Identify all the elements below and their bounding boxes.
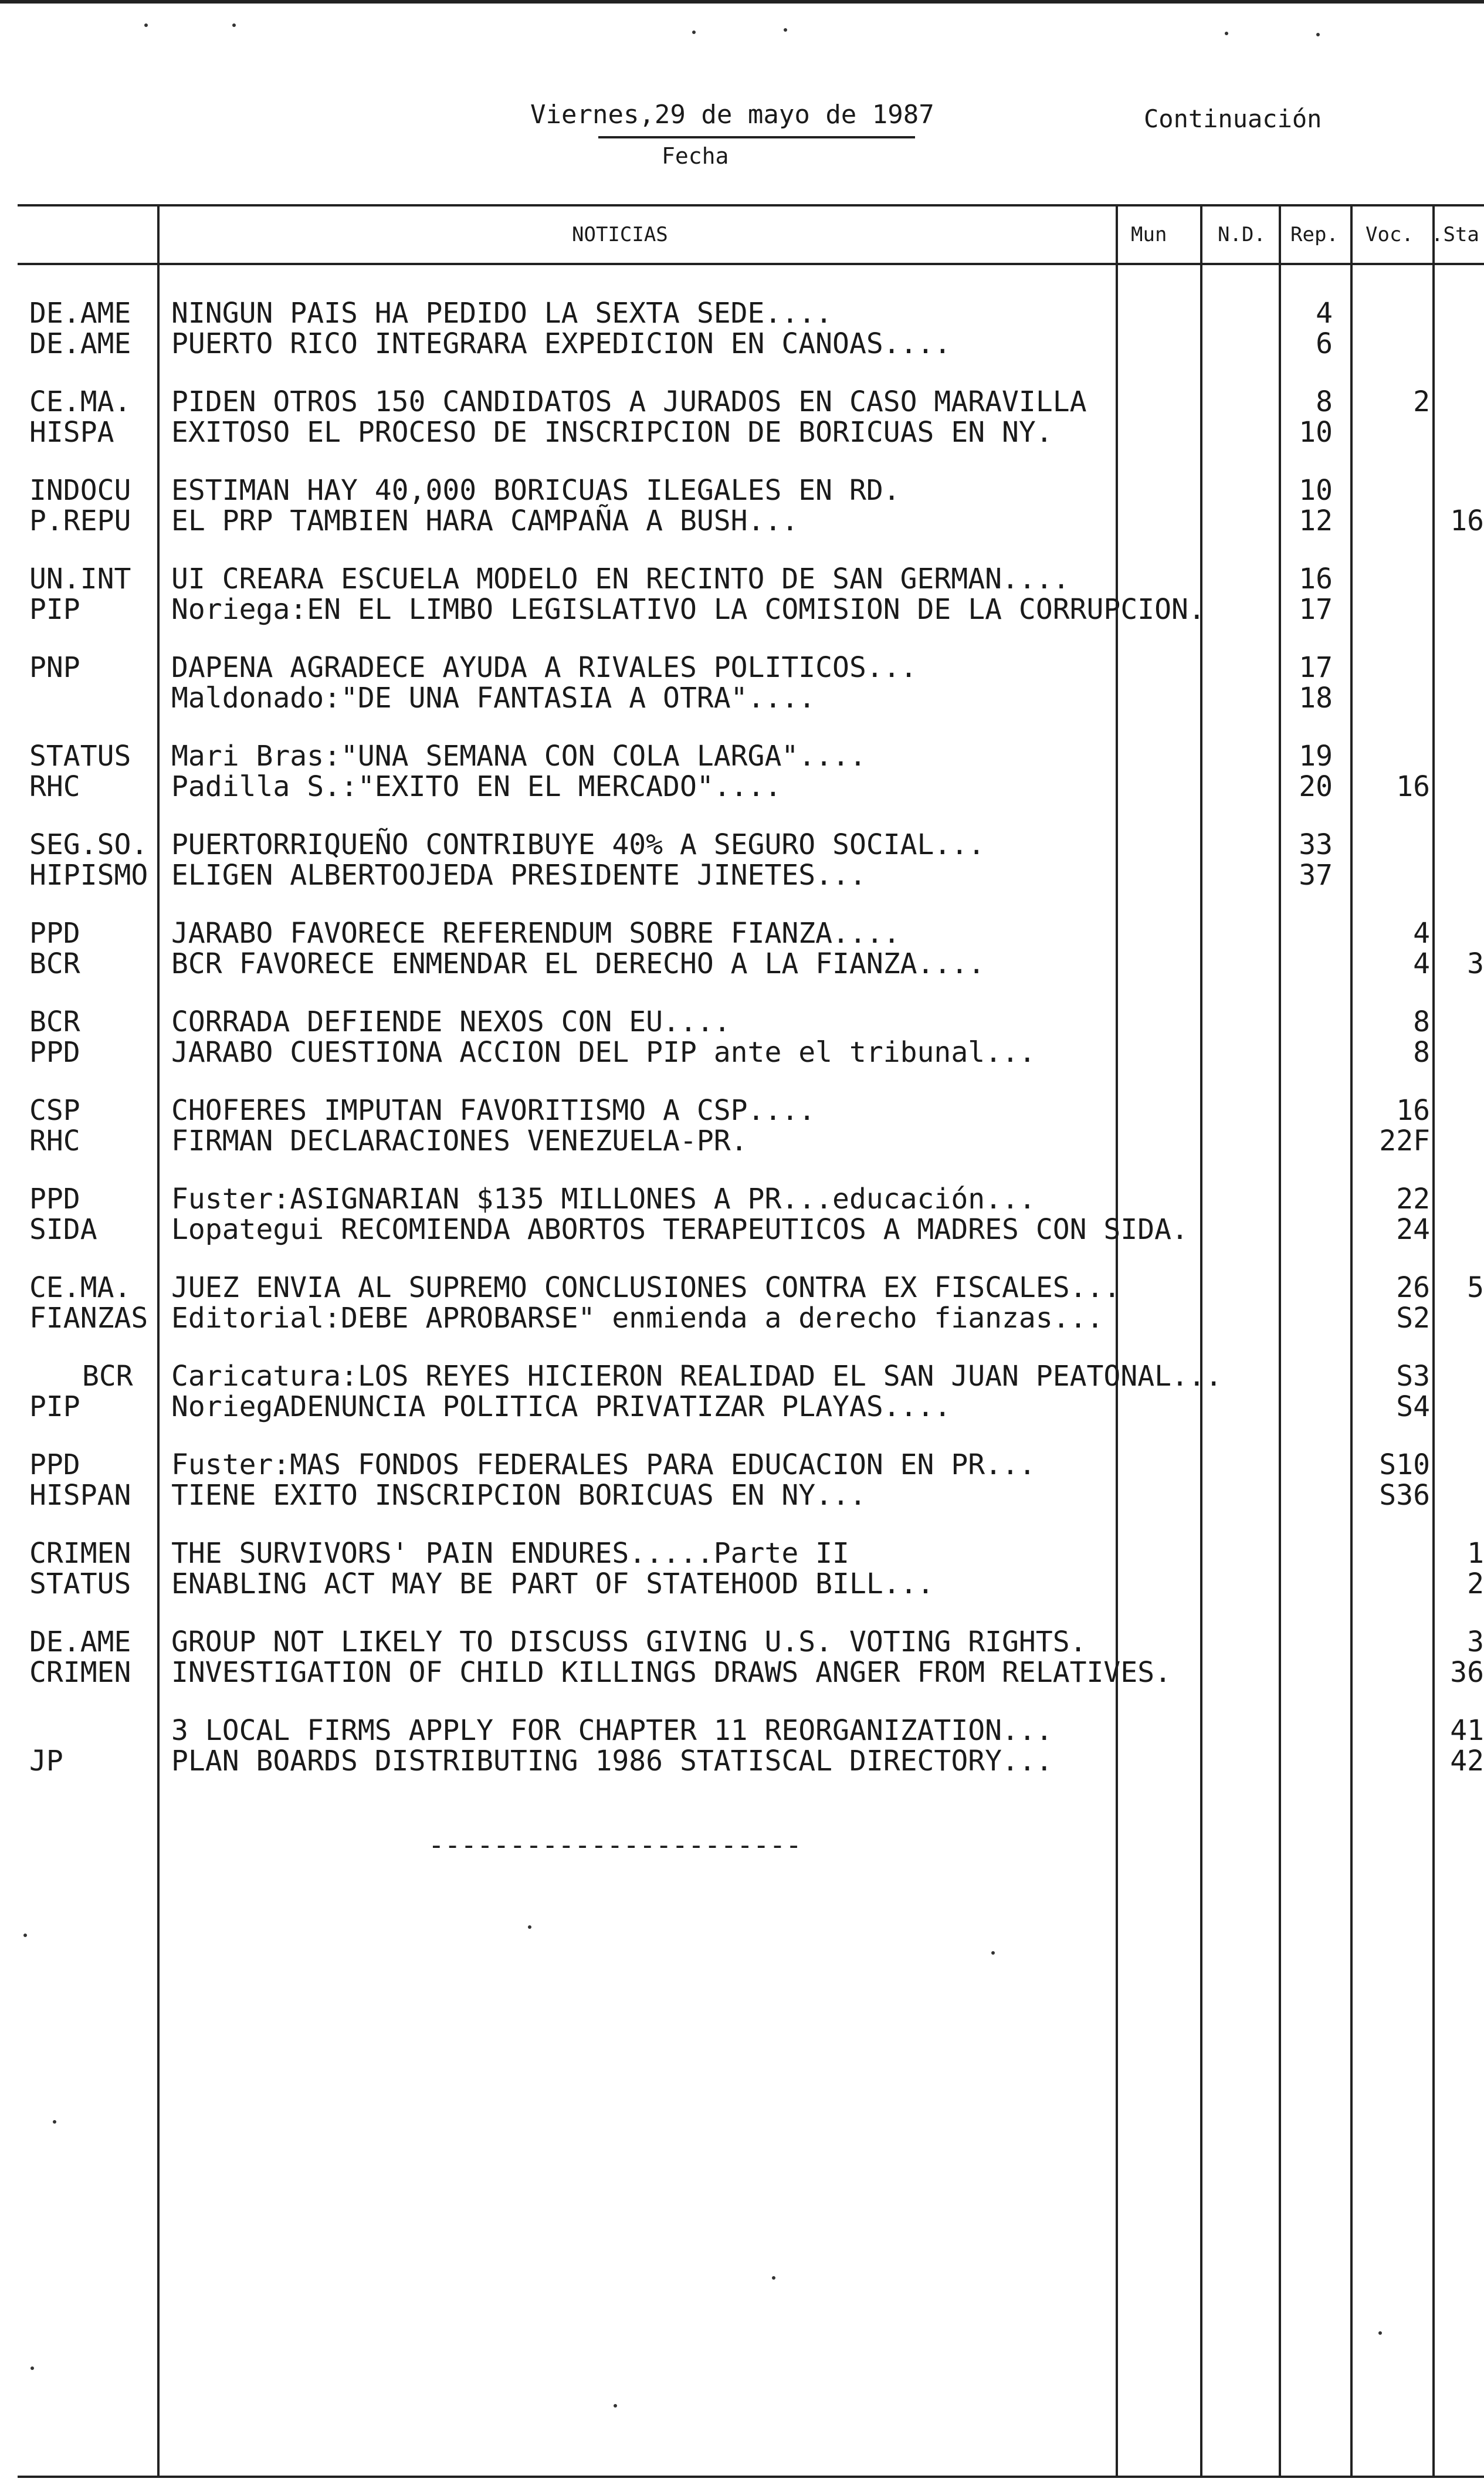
row-headline: UI CREARA ESCUELA MODELO EN RECINTO DE SAN GERMAN.... <box>171 563 1070 595</box>
row-category: INDOCU <box>29 474 131 507</box>
divider-category <box>157 204 160 2477</box>
row-voc-page: S4 <box>1396 1390 1430 1423</box>
scan-speck <box>991 1951 995 1955</box>
row-voc-page: 16 <box>1396 770 1430 803</box>
row-headline: NoriegADENUNCIA POLITICA PRIVATIZAR PLAYAS.... <box>171 1390 951 1423</box>
row-category: PIP <box>29 593 80 626</box>
row-voc-page: 2 <box>1413 385 1430 418</box>
row-voc-page: 8 <box>1413 1005 1430 1038</box>
scan-speck <box>784 28 787 32</box>
row-category: UN.INT <box>29 563 131 595</box>
row-rep-page: 33 <box>1299 828 1333 861</box>
row-headline: JARABO FAVORECE REFERENDUM SOBRE FIANZA.... <box>171 917 900 950</box>
row-headline: GROUP NOT LIKELY TO DISCUSS GIVING U.S. VOTING RIGHTS. <box>171 1626 1087 1658</box>
row-sta-page: 41 <box>1450 1714 1484 1747</box>
row-headline: CORRADA DEFIENDE NEXOS CON EU.... <box>171 1005 731 1038</box>
row-category: SEG.SO. <box>29 828 148 861</box>
divider-voc <box>1350 204 1353 2477</box>
row-category: HIPISMO <box>29 859 148 892</box>
row-category: STATUS <box>29 740 131 773</box>
scan-speck <box>528 1925 531 1929</box>
row-category: RHC <box>29 770 80 803</box>
row-rep-page: 17 <box>1299 651 1333 684</box>
row-headline: PUERTORRIQUEÑO CONTRIBUYE 40% A SEGURO SOCIAL... <box>171 828 985 861</box>
continuation-label: Continuación <box>1144 104 1322 133</box>
row-rep-page: 6 <box>1316 327 1333 360</box>
row-voc-page: 4 <box>1413 947 1430 980</box>
column-header-noticias: NOTICIAS <box>572 223 668 246</box>
scan-speck <box>692 31 696 34</box>
row-voc-page: 4 <box>1413 917 1430 950</box>
row-voc-page: S2 <box>1396 1302 1430 1335</box>
row-category: STATUS <box>29 1567 131 1600</box>
scan-speck <box>614 2404 617 2408</box>
row-voc-page: 22 <box>1396 1183 1430 1215</box>
row-voc-page: 8 <box>1413 1036 1430 1069</box>
row-category: P.REPU <box>29 505 131 537</box>
row-voc-page: 24 <box>1396 1213 1430 1246</box>
row-rep-page: 4 <box>1316 297 1333 330</box>
row-category: PPD <box>29 1036 80 1069</box>
date-label: Fecha <box>662 143 729 169</box>
column-header-nd: N.D. <box>1218 223 1266 246</box>
row-headline: ESTIMAN HAY 40,000 BORICUAS ILEGALES EN RD. <box>171 474 900 507</box>
row-category: FIANZAS <box>29 1302 148 1335</box>
row-category: BCR <box>29 1005 80 1038</box>
column-header-mun: Mun <box>1131 223 1167 246</box>
row-headline: Fuster:MAS FONDOS FEDERALES PARA EDUCACION EN PR... <box>171 1448 1036 1481</box>
row-category: CSP <box>29 1094 80 1127</box>
row-headline: PUERTO RICO INTEGRARA EXPEDICION EN CANOAS.... <box>171 327 951 360</box>
row-sta-page: 16 <box>1450 505 1484 537</box>
row-category: PPD <box>29 1448 80 1481</box>
row-category: BCR <box>29 947 80 980</box>
table-top-rule <box>18 204 1484 206</box>
row-category: CRIMEN <box>29 1537 131 1570</box>
row-category: DE.AME <box>29 297 131 330</box>
row-headline: Fuster:ASIGNARIAN $135 MILLONES A PR...educación... <box>171 1183 1036 1215</box>
column-header-sta: .Sta <box>1431 223 1479 246</box>
row-sta-page: 3 <box>1467 1626 1484 1658</box>
row-sta-page: 1 <box>1467 1537 1484 1570</box>
row-category: DE.AME <box>29 1626 131 1658</box>
date-text: Viernes,29 de mayo de 1987 <box>530 100 934 130</box>
row-headline: ELIGEN ALBERTOOJEDA PRESIDENTE JINETES... <box>171 859 866 892</box>
row-headline: ENABLING ACT MAY BE PART OF STATEHOOD BILL... <box>171 1567 934 1600</box>
row-headline: Mari Bras:"UNA SEMANA CON COLA LARGA".... <box>171 740 866 773</box>
row-voc-page: 16 <box>1396 1094 1430 1127</box>
date-underline <box>598 136 915 138</box>
row-sta-page: 2 <box>1467 1567 1484 1600</box>
table-header-rule <box>18 263 1484 265</box>
scan-speck <box>1378 2331 1382 2335</box>
row-headline: BCR FAVORECE ENMENDAR EL DERECHO A LA FIANZA.... <box>171 947 985 980</box>
row-rep-page: 10 <box>1299 474 1333 507</box>
row-headline: JARABO CUESTIONA ACCION DEL PIP ante el tribunal... <box>171 1036 1036 1069</box>
row-voc-page: S3 <box>1396 1360 1430 1393</box>
row-sta-page: 5 <box>1467 1271 1484 1304</box>
row-voc-page: S10 <box>1379 1448 1430 1481</box>
row-headline: Editorial:DEBE APROBARSE" enmienda a derecho fianzas... <box>171 1302 1104 1335</box>
scan-speck <box>144 23 148 27</box>
row-headline: PIDEN OTROS 150 CANDIDATOS A JURADOS EN CASO MARAVILLA <box>171 385 1087 418</box>
scan-speck <box>53 2120 56 2124</box>
row-headline: PLAN BOARDS DISTRIBUTING 1986 STATISCAL DIRECTORY... <box>171 1745 1053 1777</box>
row-category: SIDA <box>29 1213 97 1246</box>
row-rep-page: 12 <box>1299 505 1333 537</box>
row-sta-page: 3 <box>1467 947 1484 980</box>
row-category: PPD <box>29 1183 80 1215</box>
row-category: HISPA <box>29 416 114 449</box>
row-headline: Padilla S.:"EXITO EN EL MERCADO".... <box>171 770 782 803</box>
row-rep-page: 20 <box>1299 770 1333 803</box>
row-headline: Maldonado:"DE UNA FANTASIA A OTRA".... <box>171 682 816 715</box>
divider-sta <box>1432 204 1435 2477</box>
row-category: HISPAN <box>29 1479 131 1512</box>
row-category: JP <box>29 1745 63 1777</box>
row-sta-page: 42 <box>1450 1745 1484 1777</box>
row-voc-page: 26 <box>1396 1271 1430 1304</box>
row-headline: DAPENA AGRADECE AYUDA A RIVALES POLITICOS... <box>171 651 917 684</box>
column-header-rep: Rep. <box>1290 223 1339 246</box>
row-rep-page: 16 <box>1299 563 1333 595</box>
row-rep-page: 37 <box>1299 859 1333 892</box>
row-category: PPD <box>29 917 80 950</box>
row-headline: FIRMAN DECLARACIONES VENEZUELA-PR. <box>171 1125 748 1157</box>
divider-nd <box>1200 204 1202 2477</box>
row-headline: JUEZ ENVIA AL SUPREMO CONCLUSIONES CONTRA EX FISCALES... <box>171 1271 1121 1304</box>
row-rep-page: 18 <box>1299 682 1333 715</box>
row-category: CE.MA. <box>29 1271 131 1304</box>
row-headline: Noriega:EN EL LIMBO LEGISLATIVO LA COMISION DE LA CORRUPCION. <box>171 593 1205 626</box>
row-headline: CHOFERES IMPUTAN FAVORITISMO A CSP.... <box>171 1094 816 1127</box>
row-rep-page: 19 <box>1299 740 1333 773</box>
row-category: RHC <box>29 1125 80 1157</box>
row-rep-page: 10 <box>1299 416 1333 449</box>
row-category: CRIMEN <box>29 1656 131 1689</box>
scan-speck <box>772 2276 775 2280</box>
scan-speck <box>23 1934 27 1937</box>
row-headline: 3 LOCAL FIRMS APPLY FOR CHAPTER 11 REORGANIZATION... <box>171 1714 1053 1747</box>
column-header-voc: Voc. <box>1366 223 1414 246</box>
divider-rep <box>1279 204 1281 2477</box>
row-category: CE.MA. <box>29 385 131 418</box>
scan-speck <box>31 2366 34 2370</box>
footer-dash-rule: ----------------------- <box>428 1829 802 1861</box>
row-headline: Caricatura:LOS REYES HICIERON REALIDAD EL SAN JUAN PEATONAL... <box>171 1360 1222 1393</box>
row-category: BCR <box>82 1360 133 1393</box>
row-voc-page: 22F <box>1379 1125 1430 1157</box>
row-headline: Lopategui RECOMIENDA ABORTOS TERAPEUTICOS A MADRES CON SIDA. <box>171 1213 1188 1246</box>
scan-speck <box>232 23 236 27</box>
row-headline: EXITOSO EL PROCESO DE INSCRIPCION DE BORICUAS EN NY. <box>171 416 1053 449</box>
row-headline: NINGUN PAIS HA PEDIDO LA SEXTA SEDE.... <box>171 297 833 330</box>
row-category: PNP <box>29 651 80 684</box>
scan-speck <box>1316 33 1320 36</box>
divider-mun <box>1116 204 1118 2477</box>
row-category: PIP <box>29 1390 80 1423</box>
row-sta-page: 36 <box>1450 1656 1484 1689</box>
table-bottom-rule <box>18 2476 1484 2478</box>
row-rep-page: 17 <box>1299 593 1333 626</box>
row-voc-page: S36 <box>1379 1479 1430 1512</box>
row-headline: INVESTIGATION OF CHILD KILLINGS DRAWS ANGER FROM RELATIVES. <box>171 1656 1172 1689</box>
scan-speck <box>1225 32 1228 35</box>
row-headline: THE SURVIVORS' PAIN ENDURES.....Parte II <box>171 1537 849 1570</box>
row-category: DE.AME <box>29 327 131 360</box>
row-headline: EL PRP TAMBIEN HARA CAMPAÑA A BUSH... <box>171 505 799 537</box>
row-headline: TIENE EXITO INSCRIPCION BORICUAS EN NY... <box>171 1479 866 1512</box>
row-rep-page: 8 <box>1316 385 1333 418</box>
top-edge-rule <box>0 0 1484 4</box>
